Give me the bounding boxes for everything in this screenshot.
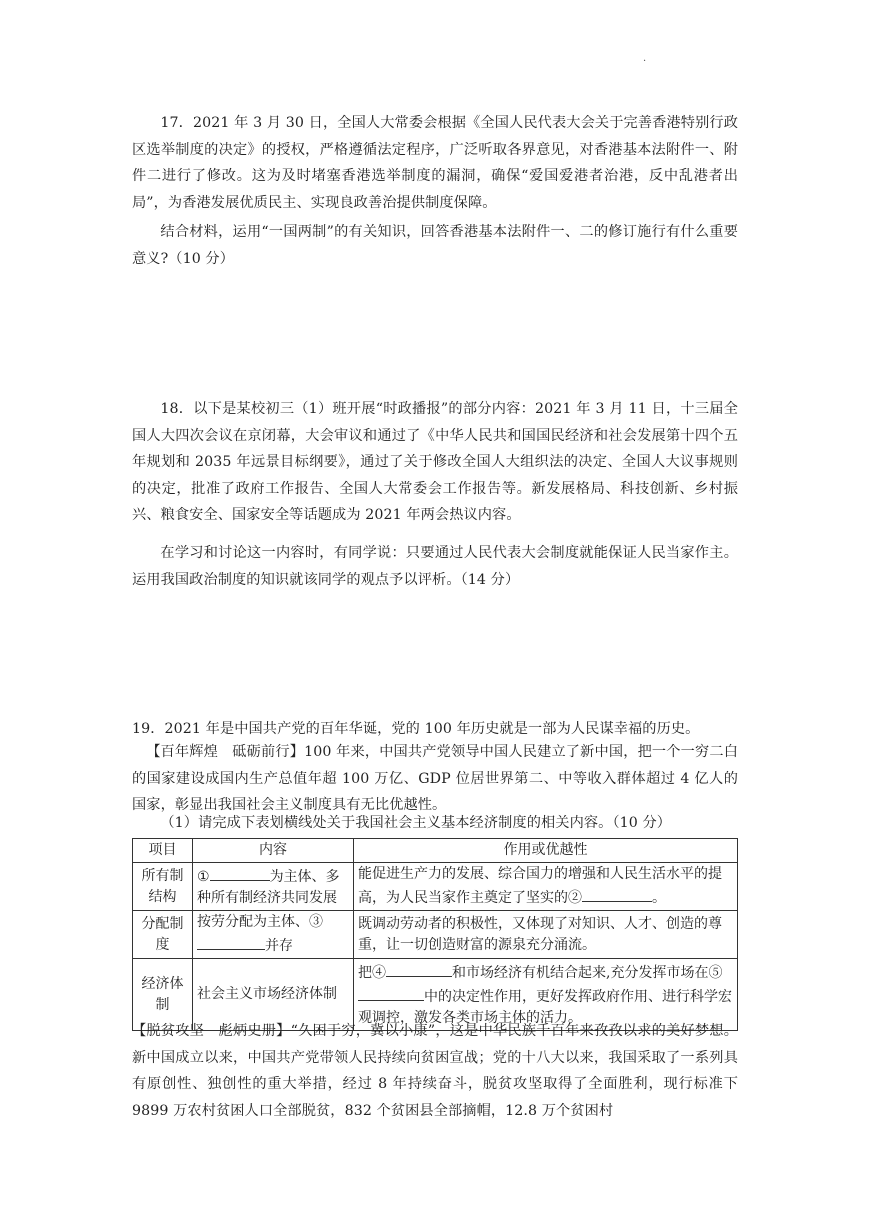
row2-content-text: 按劳分配为主体、: [197, 914, 309, 930]
row2-content: [193, 911, 354, 959]
header-item: 项目: [133, 839, 193, 863]
row1-content-text: 为主体、多种所有制经济共同发展: [197, 869, 340, 906]
question-19-title: 19．2021 年是中国共产党的百年华诞，党的 100 年历史就是一部为人民谋幸福的历史。: [132, 721, 700, 737]
table-header-row: [133, 839, 738, 863]
blank-5-mark: ⑤: [708, 965, 723, 981]
question-17-prompt: 结合材料，运用“一国两制”的有关知识，回答香港基本法附件一、二的修订施行有什么重要意义?（10 分）: [132, 224, 738, 267]
blank-5[interactable]: [358, 984, 424, 1001]
row1-effect: [354, 863, 738, 911]
blank-4[interactable]: [386, 960, 452, 977]
blank-3[interactable]: [197, 933, 265, 950]
row3-item: 经济体制: [133, 959, 193, 1031]
row1-item: 所有制结构: [133, 863, 193, 911]
row2-item: 分配制度: [133, 911, 193, 959]
row3-effect-c: 中的决定性作用，更好发挥政府作用、进行科学宏观调控，激发各类市场主体的活力。: [358, 989, 732, 1026]
blank-4-mark: ④: [372, 965, 386, 981]
question-19-material-1: 【百年辉煌 砥砺前行】100 年来，中国共产党领导中国人民建立了新中国，把一个一穷二白的国家建设成国内生产总值年超 100 万亿、GDP 位居世界第二、中等收入群体超过 4 亿人的国家，彰显出我国社会主义制度具有无比优越性。: [132, 744, 738, 813]
blank-1[interactable]: [210, 864, 270, 881]
question-18-material: 18．以下是某校初三（1）班开展“时政播报”的部分内容：2021 年 3 月 11 日，十三届全国人大四次会议在京闭幕，大会审议和通过了《中华人民共和国国民经济和社会发展第十四个五年规划和 2035 年远景目标纲要》，通过了关于修改全国人大组织法的决定、全国人大议事规则的决定，批准了政府工作报告、全国人大常委会工作报告等。新发展格局、科技创新、乡村振兴、粮食安全、国家安全等话题成为 2021 年两会热议内容。: [132, 401, 738, 523]
question-18-prompt: 在学习和讨论这一内容时，有同学说：只要通过人民代表大会制度就能保证人民当家作主。运用我国政治制度的知识就该同学的观点予以评析。（14 分）: [132, 545, 738, 588]
row1-effect-text: 能促进生产力的发展、综合国力的增强和人民生活水平的提高，为人民当家作主奠定了坚实的: [358, 866, 722, 906]
row2-content-end: 并存: [265, 938, 293, 954]
header-content: 内容: [193, 839, 354, 863]
row1-effect-end: 。: [652, 890, 666, 906]
blank-1-mark: ①: [197, 869, 210, 885]
row3-content: 社会主义市场经济体制: [193, 959, 354, 1031]
row1-content: [193, 863, 354, 911]
blank-2-mark: ②: [568, 890, 582, 906]
row3-effect-b: 和市场经济有机结合起来,充分发挥市场在: [452, 965, 709, 981]
blank-3-mark: ③: [309, 914, 323, 930]
row3-effect-a: 把: [358, 965, 372, 981]
question-19-material-2: 【脱贫攻坚 彪炳史册】“久困于穷，冀以小康”，这是中华民族千百年来孜孜以求的美好梦想。新中国成立以来，中国共产党带领人民持续向贫困宣战；党的十八大以来，我国采取了一系列具有原创性、独创性的重大举措，经过 8 年持续奋斗，脱贫攻坚取得了全面胜利，现行标准下 9899 万农村贫困人口全部脱贫，832 个贫困县全部摘帽，12.8 万个贫困村: [132, 1023, 738, 1119]
table-row: [133, 863, 738, 911]
question-19-subquestion-1: （1）请完成下表划横线处关于我国社会主义基本经济制度的相关内容。（10 分）: [160, 815, 672, 831]
economic-system-table: [132, 838, 738, 1031]
row2-effect: 既调动劳动者的积极性，又体现了对知识、人才、创造的尊重，让一切创造财富的源泉充分涌流。: [354, 911, 738, 959]
header-mark: ·: [643, 56, 647, 67]
blank-2[interactable]: [582, 885, 652, 902]
question-17-material: 17．2021 年 3 月 30 日，全国人大常委会根据《全国人民代表大会关于完善香港特别行政区选举制度的决定》的授权，严格遵循法定程序，广泛听取各界意见，对香港基本法附件一、附件二进行了修改。这为及时堵塞香港选举制度的漏洞，确保“爱国爱港者治港，反中乱港者出局”，为香港发展优质民主、实现良政善治提供制度保障。: [132, 115, 738, 211]
table-row: [133, 911, 738, 959]
header-effect: 作用或优越性: [354, 839, 738, 863]
